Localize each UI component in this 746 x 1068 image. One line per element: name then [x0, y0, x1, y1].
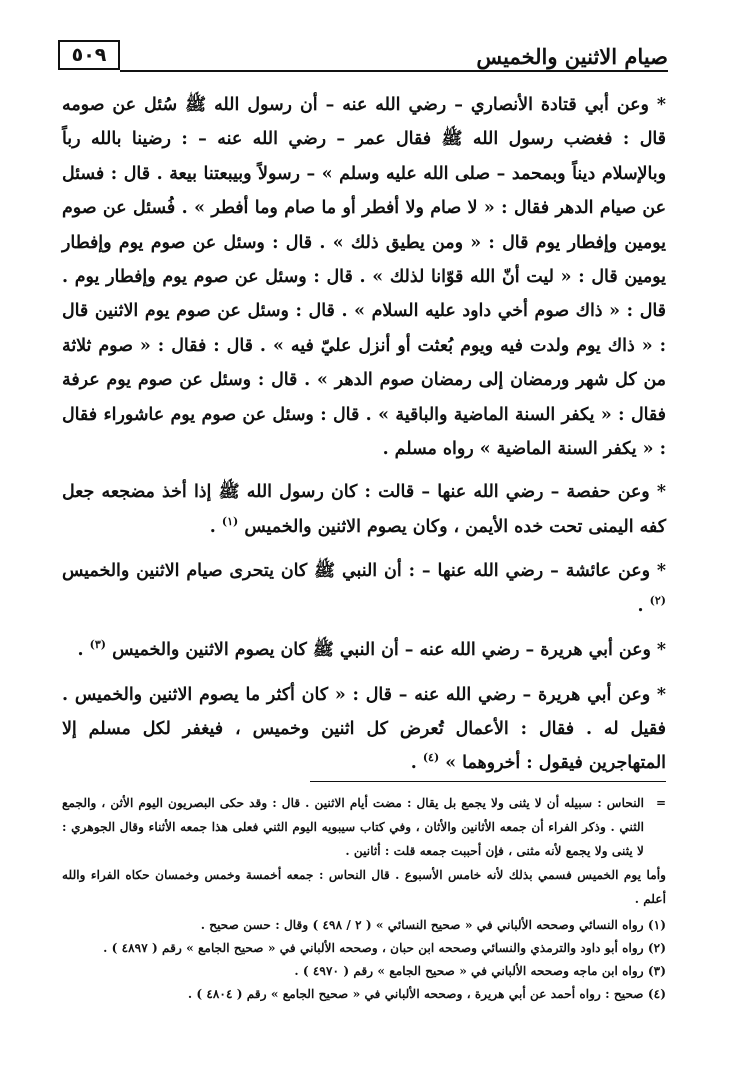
footnote-continuation: وأما يوم الخميس فسمي بذلك لأنه خامس الأسبوع . قال النحاس : جمعه أخمسة وخمس وخمسان حكاه الفراء والله أعلم . [62, 868, 666, 906]
main-text [62, 88, 666, 791]
footnote-reference: (٣) رواه ابن ماجه وصححه الألباني في « صحيح الجامع » رقم ( ٤٩٧٠ ) . [294, 964, 666, 978]
footnote-reference: (٢) رواه أبو داود والترمذي والنسائي وصححه ابن حبان ، وصححه الألباني في « صحيح الجامع » رقم ( ٤٨٩٧ ) . [103, 941, 666, 955]
footnote-continuation: = النحاس : سبيله أن لا يثنى ولا يجمع بل يقال : مضت أيام الاثنين . قال : وقد حكى البصريون اليوم الأثن ، والجمع الثني . وذكر الفراء أن جمعه الأثانين والأثان ، وفي كتاب سيبويه اليوم الثني فعلى هذا جمعه الأثناء وقال الجوهري : لا يثنى ولا يجمع لأنه مثنى ، فإن أحببت جمعه قلت : أثانين . [62, 791, 666, 863]
sentence-end: . [77, 640, 90, 661]
footnote-references [62, 914, 666, 1006]
page-number-box: ٥٠٩ [58, 40, 120, 70]
footnote-marker: (٣) [89, 638, 107, 652]
header-rule [120, 70, 668, 72]
hadith-text: * وعن أبي قتادة الأنصاري – رضي الله عنه – أن رسول الله ﷺ سُئل عن صومه قال : فغضب رسول الله ﷺ فقال عمر – رضي الله عنه – : رضينا بالله رباً وبالإسلام ديناً وبمحمد – صلى الله عليه وسلم » – رسولاً وبيبعتنا بيعة . قال : فسئل عن صيام الدهر فقال : « لا صام ولا أفطر أو ما صام وما أفطر » . فُسئل عن صوم يومين وإفطار يوم قال : « ومن يطيق ذلك » . قال : وسئل عن صوم يوم وإفطار يومين قال : « ليت أنّ الله قوّانا لذلك » . قال : وسئل عن صوم يوم وإفطار يوم . قال : « ذاك صوم أخي داود عليه السلام » . قال : وسئل عن صوم يوم الاثنين قال : « ذاك يوم ولدت فيه ويوم بُعثت أو أنزل عليّ فيه » . قال : فقال : « صوم ثلاثة من كل شهر ورمضان إلى رمضان صوم الدهر » . قال : وسئل عن صوم يوم عرفة فقال : « يكفر السنة الماضية والباقية » . قال : وسئل عن صوم يوم عاشوراء فقال : « يكفر السنة الماضية » رواه مسلم . [62, 95, 666, 460]
hadith-text: * وعن عائشة – رضي الله عنها – : أن النبي ﷺ كان يتحرى صيام الاثنين والخميس [62, 561, 666, 582]
page-header [58, 40, 668, 74]
footnote-separator [310, 781, 666, 782]
hadith-paragraph [62, 633, 666, 667]
hadith-text: * وعن أبي هريرة – رضي الله عنه – أن النبي ﷺ كان يصوم الاثنين والخميس [112, 640, 666, 661]
footnote-marker: (٢) [649, 593, 666, 607]
page-title: صيام الاثنين والخميس [476, 44, 668, 69]
hadith-paragraph [62, 554, 666, 623]
sentence-end: . [637, 595, 650, 616]
hadith-paragraph [62, 88, 666, 466]
hadith-paragraph [62, 475, 666, 544]
hadith-text: * وعن أبي هريرة – رضي الله عنه – قال : « كان أكثر ما يصوم الاثنين والخميس . فقيل له . فقال : الأعمال تُعرض كل اثنين وخميس ، فيغفر لكل مسلم إلا المتهاجرين فيقول : أخروهما » [62, 684, 666, 774]
sentence-end: . [410, 753, 423, 774]
hadith-paragraph [62, 678, 666, 781]
footnotes [62, 791, 666, 1006]
footnote-marker: (٤) [422, 751, 440, 765]
footnote-reference: (٤) صحيح : رواه أحمد عن أبي هريرة ، وصححه الألباني في « صحيح الجامع » رقم ( ٤٨٠٤ ) . [187, 987, 666, 1001]
footnote-reference: (١) رواه النسائي وصححه الألباني في « صحيح النسائي » ( ٢ / ٤٩٨ ) وقال : حسن صحيح . [200, 918, 666, 932]
sentence-end: . [209, 516, 222, 537]
footnote-marker: (١) [221, 515, 239, 529]
hadith-text: * وعن حفصة – رضي الله عنها – قالت : كان رسول الله ﷺ إذا أخذ مضجعه جعل كفه اليمنى تحت خده الأيمن ، وكان يصوم الاثنين والخميس [62, 482, 666, 537]
